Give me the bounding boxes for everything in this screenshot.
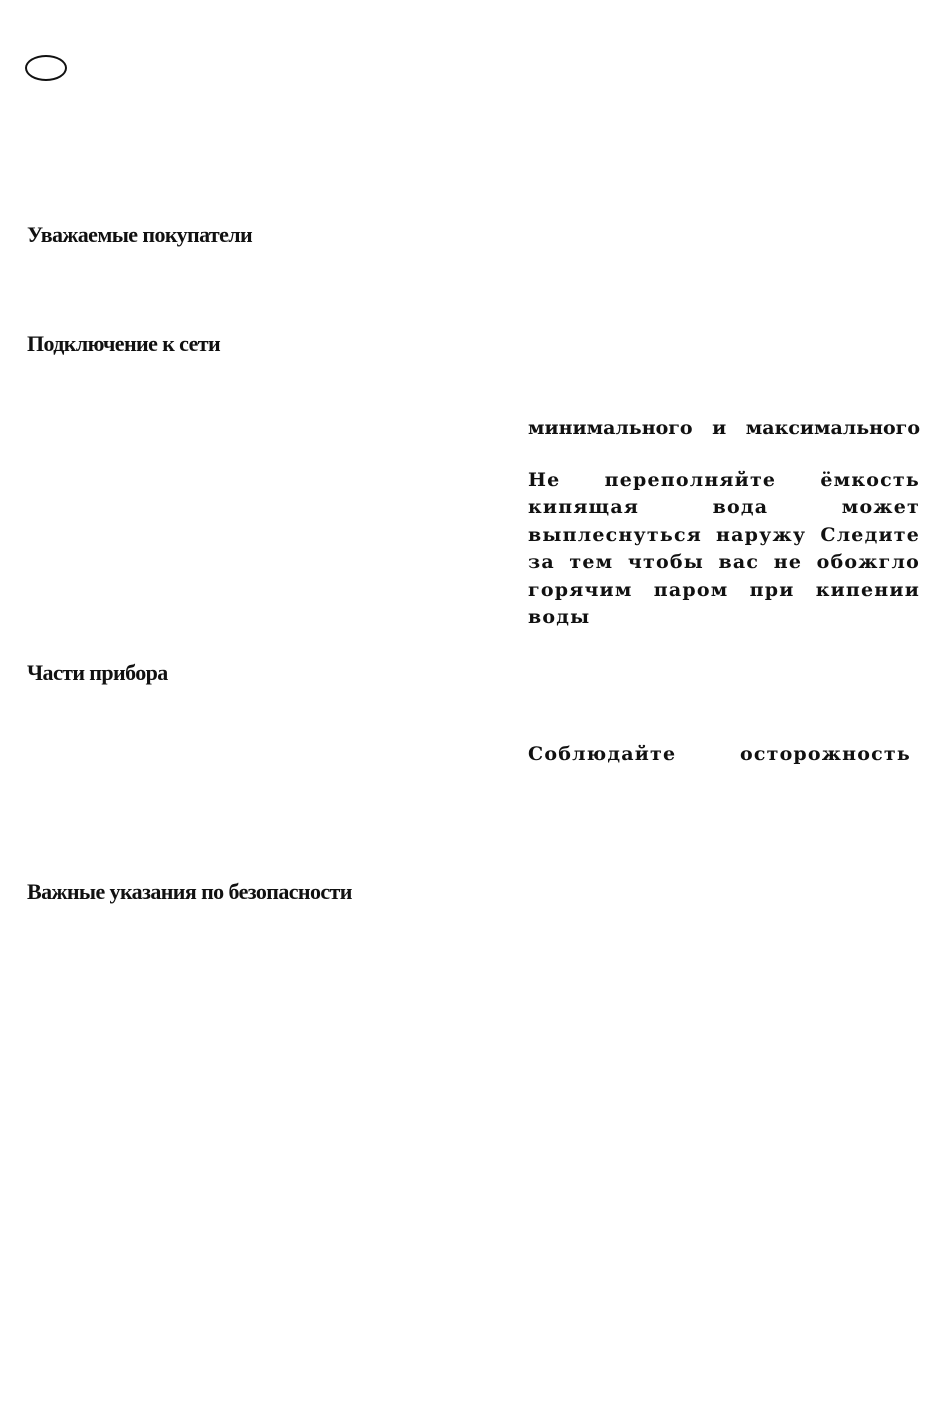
min-max-text: минимального и максимального [528, 417, 920, 439]
heading-mains-connection: Подключение к сети [27, 331, 221, 356]
heading-appliance-parts: Части прибора [27, 660, 168, 685]
warning-line: воды [528, 606, 591, 629]
warning-line: Не переполняйте ёмкость [528, 469, 920, 491]
heading-safety-instructions: Важные указания по безопасности [27, 879, 352, 904]
warning-line: выплеснуться наружу Следите [528, 523, 920, 546]
heading-dear-customers: Уважаемые покупатели [27, 222, 253, 247]
language-badge [25, 55, 67, 81]
warning-line: кипящая вода может [528, 496, 920, 519]
warning-line: за тем чтобы вас не обожгло [528, 551, 920, 574]
warning-line: горячим паром при кипении [528, 578, 920, 601]
caution-text: Соблюдайте осторожность [528, 743, 911, 765]
overfill-warning [528, 467, 920, 631]
